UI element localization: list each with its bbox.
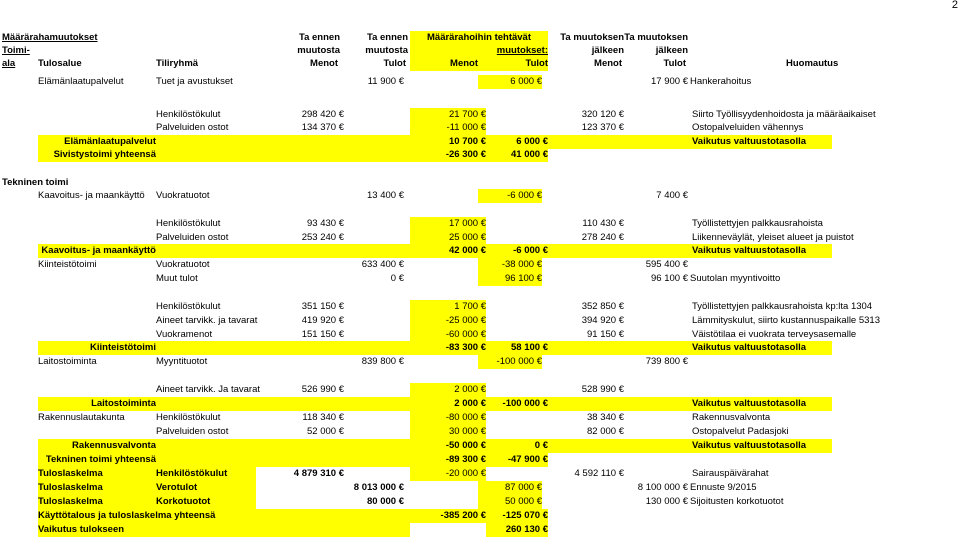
text-cell: Tuloslaskelma xyxy=(38,495,156,509)
text-cell: Väistötilaa ei vuokrata terveysasemalle xyxy=(692,329,857,340)
highlight-fill xyxy=(156,244,410,258)
text-cell: Vuokratuotot xyxy=(156,190,210,201)
text-cell: Vuokratuotot xyxy=(156,259,210,270)
highlight-fill xyxy=(156,341,410,355)
text-cell: Palveluiden ostot xyxy=(156,122,229,133)
table-row xyxy=(0,217,960,231)
header-menot-1: Menot xyxy=(310,58,338,69)
text-cell: Vaikutus valtuustotasolla xyxy=(692,244,832,258)
table-row xyxy=(0,189,960,203)
table-row xyxy=(0,75,960,89)
text-cell: Henkilöstökulut xyxy=(156,412,221,423)
text-cell: Työllistettyjen palkkausrahoista xyxy=(692,218,823,229)
header-tulot-2: Tulot xyxy=(478,57,548,71)
amount-cell: -26 300 € xyxy=(410,148,486,162)
header-toimi: Toimi- xyxy=(2,45,30,56)
text-cell: Tuet ja avustukset xyxy=(156,76,233,87)
amount-cell: 419 920 € xyxy=(258,314,344,328)
text-cell: Vaikutus tulokseen xyxy=(38,523,410,537)
text-cell: Verotulot xyxy=(156,481,256,495)
amount-cell: 528 990 € xyxy=(536,383,624,397)
text-cell: Ennuste 9/2015 xyxy=(690,482,757,493)
text-cell: Elämänlaatupalvelut xyxy=(38,76,124,87)
text-cell: Rakennuslautakunta xyxy=(38,412,125,423)
text-cell: Vaikutus valtuustotasolla xyxy=(692,135,832,149)
table-row xyxy=(0,355,960,369)
text-cell: Lämmityskulut, siirto kustannuspaikalle 5313 xyxy=(692,315,880,326)
page-number: 2 xyxy=(951,0,958,11)
table-row xyxy=(0,231,960,245)
amount-cell: -83 300 € xyxy=(410,341,486,355)
amount-cell: 298 420 € xyxy=(258,108,344,122)
table-row xyxy=(0,176,960,190)
text-cell: Aineet tarvikk. ja tavarat xyxy=(156,315,258,326)
text-cell: Ostopalveluiden vähennys xyxy=(692,122,804,133)
text-cell: Henkilöstökulut xyxy=(156,467,256,481)
table-row xyxy=(0,425,960,439)
amount-cell: -60 000 € xyxy=(410,328,486,342)
amount-cell: 394 920 € xyxy=(536,314,624,328)
amount-cell: 351 150 € xyxy=(258,300,344,314)
header-tiliryhma: Tiliryhmä xyxy=(156,58,199,69)
table-row xyxy=(0,108,960,122)
amount-cell: 839 800 € xyxy=(340,355,404,369)
text-cell: Liikenneväylät, yleiset alueet ja puistot xyxy=(692,232,854,243)
table-row xyxy=(0,148,960,162)
text-cell: Vaikutus valtuustotasolla xyxy=(692,439,832,453)
highlight-fill xyxy=(156,135,410,149)
text-cell: Elämänlaatupalvelut xyxy=(38,135,156,149)
highlight-fill xyxy=(548,135,692,149)
header-ta-ennen-1: Ta ennen xyxy=(299,32,340,43)
text-cell: Tekninen toimi yhteensä xyxy=(38,453,156,467)
header-menot-2: Menot xyxy=(410,57,478,71)
text-cell: Vuokramenot xyxy=(156,329,213,340)
text-cell: Henkilöstökulut xyxy=(156,109,221,120)
table-row xyxy=(0,397,960,411)
amount-cell: 6 000 € xyxy=(478,75,542,89)
amount-cell: 278 240 € xyxy=(536,231,624,245)
table-row xyxy=(0,481,960,495)
amount-cell: -6 000 € xyxy=(486,244,548,258)
text-cell: Rakennusvalvonta xyxy=(38,439,156,453)
header-tulot-1: Tulot xyxy=(383,58,406,69)
table-row xyxy=(0,258,960,272)
amount-cell: 0 € xyxy=(340,272,404,286)
amount-cell: -20 000 € xyxy=(410,467,486,481)
table-row xyxy=(0,314,960,328)
amount-cell: 526 990 € xyxy=(258,383,344,397)
table-row xyxy=(0,411,960,425)
amount-cell: -47 900 € xyxy=(486,453,548,467)
text-cell: Kaavoitus- ja maankäyttö xyxy=(38,244,156,258)
table-row xyxy=(0,509,960,523)
amount-cell: -385 200 € xyxy=(410,509,486,523)
table-row xyxy=(0,328,960,342)
text-cell: Sivistystoimi yhteensä xyxy=(38,148,156,162)
amount-cell: 352 850 € xyxy=(536,300,624,314)
amount-cell: 8 100 000 € xyxy=(624,481,688,495)
amount-cell: 96 100 € xyxy=(624,272,688,286)
amount-cell: 91 150 € xyxy=(536,328,624,342)
amount-cell: 93 430 € xyxy=(258,217,344,231)
text-cell: Palveluiden ostot xyxy=(156,232,229,243)
header-muutokset: muutokset: xyxy=(410,44,548,58)
text-cell: Hankerahoitus xyxy=(690,76,752,87)
table-row xyxy=(0,135,960,149)
text-cell: Vaikutus valtuustotasolla xyxy=(692,397,832,411)
header-tulosalue: Tulosalue xyxy=(38,58,82,69)
header-ala: ala xyxy=(2,58,16,69)
header-muutosta-2: muutosta xyxy=(365,45,408,56)
header-changes: Määrärahoihin tehtävät xyxy=(410,31,548,45)
amount-cell: -100 000 € xyxy=(478,355,542,369)
amount-cell: 82 000 € xyxy=(536,425,624,439)
table-row xyxy=(0,453,960,467)
amount-cell: 21 700 € xyxy=(410,108,486,122)
amount-cell: 2 000 € xyxy=(410,383,486,397)
highlight-fill xyxy=(548,397,692,411)
header-huomautus: Huomautus xyxy=(786,58,839,69)
highlight-fill xyxy=(156,453,410,467)
amount-cell: 58 100 € xyxy=(486,341,548,355)
text-cell: Ostopalvelut Padasjoki xyxy=(692,426,789,437)
text-cell: Laitostoiminta xyxy=(38,356,97,367)
amount-cell: -38 000 € xyxy=(478,258,542,272)
highlight-fill xyxy=(548,439,692,453)
amount-cell: -80 000 € xyxy=(410,411,486,425)
amount-cell: 110 430 € xyxy=(536,217,624,231)
text-cell: Tekninen toimi xyxy=(2,177,69,188)
text-cell: Työllistettyjen palkkausrahoista kp:lta 1304 xyxy=(692,301,873,312)
text-cell: Henkilöstökulut xyxy=(156,218,221,229)
text-cell: Henkilöstökulut xyxy=(156,301,221,312)
amount-cell: 87 000 € xyxy=(478,481,542,495)
text-cell: Muut tulot xyxy=(156,273,198,284)
text-cell: Kaavoitus- ja maankäyttö xyxy=(38,190,145,201)
amount-cell: -11 000 € xyxy=(410,121,486,135)
header-row-1 xyxy=(0,31,960,45)
amount-cell: -100 000 € xyxy=(486,397,548,411)
highlight-fill xyxy=(548,244,692,258)
amount-cell: 80 000 € xyxy=(340,495,404,509)
table-row xyxy=(0,523,960,537)
amount-cell: 633 400 € xyxy=(340,258,404,272)
amount-cell: 11 900 € xyxy=(340,75,404,89)
amount-cell: 260 130 € xyxy=(486,523,548,537)
header-ta-muutoksen-1: Ta muutoksen xyxy=(560,32,624,43)
text-cell: Kiinteistötoimi xyxy=(38,341,156,355)
text-cell: Vaikutus valtuustotasolla xyxy=(692,341,832,355)
highlight-fill xyxy=(156,148,410,162)
amount-cell: 8 013 000 € xyxy=(340,481,404,495)
text-cell: Myyntituotot xyxy=(156,356,208,367)
text-cell: Kiinteistötoimi xyxy=(38,259,97,270)
amount-cell: 50 000 € xyxy=(478,495,542,509)
table-row xyxy=(0,467,960,481)
highlight-fill xyxy=(156,397,410,411)
amount-cell: 130 000 € xyxy=(624,495,688,509)
table-title: Määrärahamuutokset xyxy=(2,32,98,43)
amount-cell: -89 300 € xyxy=(410,453,486,467)
amount-cell: 10 700 € xyxy=(410,135,486,149)
amount-cell: 253 240 € xyxy=(258,231,344,245)
amount-cell: 96 100 € xyxy=(478,272,542,286)
table-row xyxy=(0,300,960,314)
amount-cell: 42 000 € xyxy=(410,244,486,258)
amount-cell: 17 000 € xyxy=(410,217,486,231)
amount-cell: 30 000 € xyxy=(410,425,486,439)
table-row xyxy=(0,244,960,258)
text-cell: Korkotuotot xyxy=(156,495,256,509)
highlight-fill xyxy=(548,341,692,355)
text-cell: Tuloslaskelma xyxy=(38,481,156,495)
amount-cell: -25 000 € xyxy=(410,314,486,328)
amount-cell: 0 € xyxy=(486,439,548,453)
amount-cell: 52 000 € xyxy=(258,425,344,439)
text-cell: Sijoitusten korkotuotot xyxy=(690,496,784,507)
text-cell: Aineet tarvikk. Ja tavarat xyxy=(156,384,261,395)
amount-cell: 2 000 € xyxy=(410,397,486,411)
header-menot-3: Menot xyxy=(594,58,622,69)
header-jalkeen-2: jälkeen xyxy=(655,45,688,56)
amount-cell: 17 900 € xyxy=(624,75,688,89)
text-cell: Siirto Työllisyydenhoidosta ja määräaikaiset xyxy=(692,109,876,120)
table-row xyxy=(0,439,960,453)
table-row xyxy=(0,341,960,355)
amount-cell: -6 000 € xyxy=(478,189,542,203)
text-cell: Rakennusvalvonta xyxy=(692,412,771,423)
table-row xyxy=(0,383,960,397)
amount-cell: 4 879 310 € xyxy=(258,467,344,481)
text-cell: Palveluiden ostot xyxy=(156,426,229,437)
amount-cell: 118 340 € xyxy=(258,411,344,425)
text-cell: Tuloslaskelma xyxy=(38,467,156,481)
amount-cell: 739 800 € xyxy=(624,355,688,369)
amount-cell: 151 150 € xyxy=(258,328,344,342)
amount-cell: -50 000 € xyxy=(410,439,486,453)
amount-cell: 595 400 € xyxy=(624,258,688,272)
amount-cell: 123 370 € xyxy=(536,121,624,135)
amount-cell: -125 070 € xyxy=(486,509,548,523)
text-cell: Suutolan myyntivoitto xyxy=(690,273,781,284)
text-cell: Käyttötalous ja tuloslaskelma yhteensä xyxy=(38,509,410,523)
header-jalkeen-1: jälkeen xyxy=(591,45,624,56)
amount-cell: 13 400 € xyxy=(340,189,404,203)
table-row xyxy=(0,495,960,509)
highlight-fill xyxy=(156,439,410,453)
table-row xyxy=(0,272,960,286)
amount-cell: 1 700 € xyxy=(410,300,486,314)
header-row-3 xyxy=(0,57,960,71)
header-muutosta-1: muutosta xyxy=(297,45,340,56)
header-tulot-3: Tulot xyxy=(663,58,686,69)
header-row-2 xyxy=(0,44,960,58)
table-row xyxy=(0,121,960,135)
amount-cell: 4 592 110 € xyxy=(536,467,624,481)
amount-cell: 6 000 € xyxy=(486,135,548,149)
amount-cell: 320 120 € xyxy=(536,108,624,122)
amount-cell: 134 370 € xyxy=(258,121,344,135)
amount-cell: 25 000 € xyxy=(410,231,486,245)
amount-cell: 41 000 € xyxy=(486,148,548,162)
text-cell: Laitostoiminta xyxy=(38,397,156,411)
amount-cell: 7 400 € xyxy=(624,189,688,203)
amount-cell: 38 340 € xyxy=(536,411,624,425)
text-cell: Sairauspäivärahat xyxy=(692,468,769,479)
header-ta-ennen-2: Ta ennen xyxy=(367,32,408,43)
header-ta-muutoksen-2: Ta muutoksen xyxy=(624,32,688,43)
